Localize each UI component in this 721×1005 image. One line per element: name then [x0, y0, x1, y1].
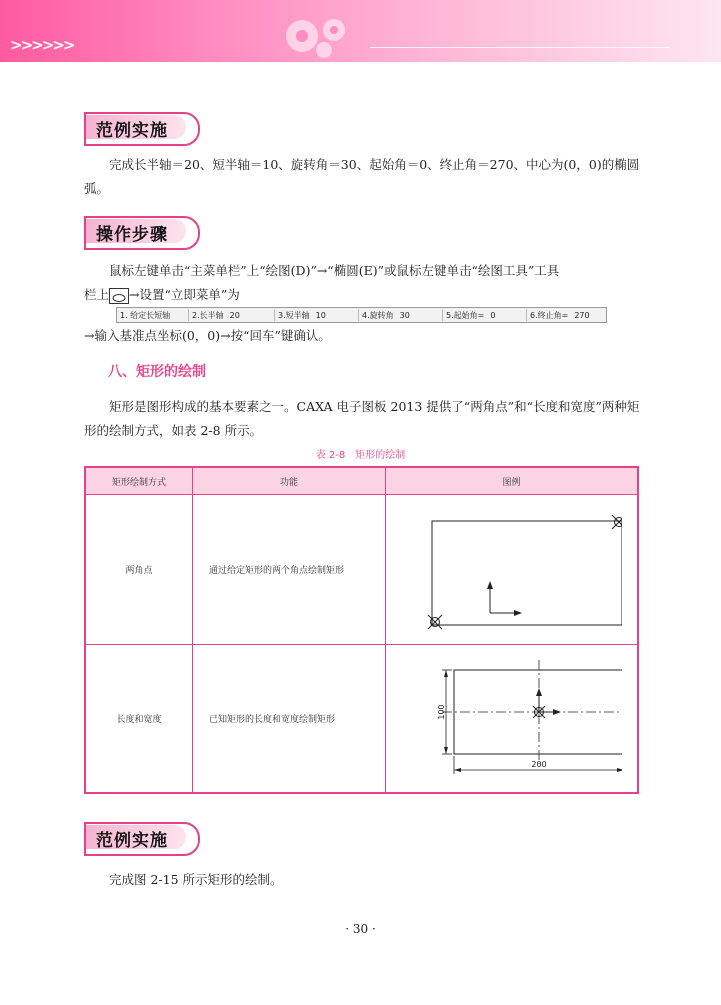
rectangle-methods-table — [84, 466, 639, 794]
steps-line-3: →输入基准点坐标(0，0)→按“回车”键确认。 — [84, 328, 331, 343]
rectangle-intro: 矩形是图形构成的基本要素之一。CAXA 电子图板 2013 提供了“两角点”和“长度和宽度”两种矩形的绘制方式，如表 2-8 所示。 — [84, 399, 640, 438]
two-corner-rectangle-figure — [402, 503, 622, 633]
function-cell: 通过给定矩形的两个角点绘制矩形 — [193, 495, 386, 645]
toolbar-field-4[interactable]: 4.旋转角 30 — [359, 309, 443, 321]
ellipse-tool-icon — [109, 288, 129, 304]
toolbar-field-1[interactable]: 1. 给定长短轴 — [117, 309, 189, 321]
section-badge-steps — [84, 216, 204, 248]
steps-line-2: 栏上 →设置“立即菜单”为 — [84, 287, 240, 302]
figure-cell — [386, 495, 639, 645]
page-number: · 30 · — [345, 922, 376, 936]
mode-cell: 长度和宽度 — [85, 645, 193, 793]
example-paragraph-2: 完成图 2-15 所示矩形的绘制。 — [109, 872, 283, 887]
section-badge-example — [84, 112, 204, 144]
steps-line-1: 鼠标左键单击“主菜单栏”上“绘图(D)”→“椭圆(E)”或鼠标左键单击“绘图工具”工具 — [109, 263, 560, 278]
badge-label: 范例实施 — [96, 831, 168, 851]
toolbar-field-3[interactable]: 3.短半轴 10 — [275, 309, 359, 321]
toolbar-field-5[interactable]: 5.起始角= 0 — [443, 309, 527, 321]
mode-cell: 两角点 — [85, 495, 193, 645]
length-width-rectangle-figure — [402, 652, 622, 782]
section-badge-example-2 — [84, 822, 204, 854]
toolbar-field-2[interactable]: 2.长半轴 20 — [189, 309, 275, 321]
figure-cell — [386, 645, 639, 793]
header-arrows: >>>>>> — [10, 36, 74, 54]
width-dimension-label: 200 — [530, 759, 547, 769]
col-header-mode: 矩形绘制方式 — [85, 467, 193, 495]
col-header-function: 功能 — [193, 467, 386, 495]
badge-label: 操作步骤 — [96, 225, 168, 245]
height-dimension-label: 100 — [436, 704, 446, 720]
gear-icon — [272, 8, 362, 62]
header-rule — [370, 47, 670, 48]
table-row — [85, 645, 638, 793]
subsection-heading: 八、矩形的绘制 — [108, 364, 206, 380]
badge-label: 范例实施 — [96, 121, 168, 141]
toolbar-field-6[interactable]: 6.终止角= 270 — [530, 310, 590, 320]
example-paragraph: 完成长半轴＝20、短半轴＝10、旋转角＝30、起始角＝0、终止角＝270、中心为(0，0)的椭圆弧。 — [84, 157, 640, 196]
col-header-figure: 图例 — [386, 467, 639, 495]
immediate-menu-toolbar — [116, 307, 607, 323]
table-caption: 表 2-8 矩形的绘制 — [315, 450, 406, 461]
page-header — [0, 0, 721, 62]
function-cell: 已知矩形的长度和宽度绘制矩形 — [193, 645, 386, 793]
table-row — [85, 495, 638, 645]
